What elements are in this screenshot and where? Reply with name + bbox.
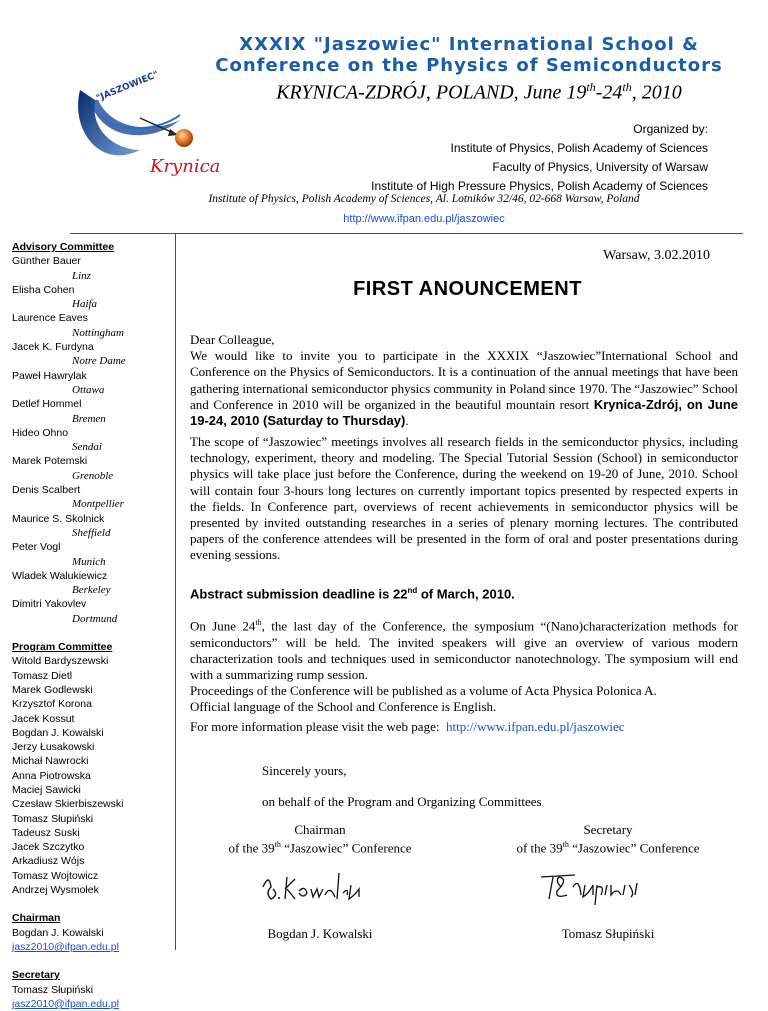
- organizer-1: Institute of Physics, Polish Academy of Sciences: [450, 141, 708, 155]
- program-member-name: Andrzej Wysmołek: [12, 884, 99, 897]
- greeting: Dear Colleague,: [190, 332, 275, 347]
- header-title: [0, 34, 768, 76]
- secretary-title: Secretary: [12, 969, 60, 982]
- svg-text:"JASZOWIEC": "JASZOWIEC": [94, 69, 161, 105]
- organizers-label: Organized by:: [633, 122, 708, 136]
- program-committee-title: Program Committee: [12, 641, 113, 654]
- organizer-3: Institute of High Pressure Physics, Polish Academy of Sciences: [371, 179, 708, 193]
- secretary-signature-name: Tomasz Słupiński: [561, 926, 655, 941]
- program-member-name: Tomasz Słupiński: [12, 812, 94, 825]
- program-member-name: Bogdan J. Kowalski: [12, 726, 104, 739]
- paragraph-1: We would like to invite you to participate in the XXXIX “Jaszowiec”International School and Conference on the Physics of Semiconductors. It is a continuation of the annual meetings that have been gathering international semiconductor physics community in Poland since 1970. The “Jaszowiec” School and Conference in 2010 will be organized in the beautiful mountain resort Krynica-Zdrój, on June 19-24, 2010 (Saturday to Thursday).: [190, 348, 739, 429]
- program-committee-list: [12, 654, 172, 897]
- advisory-member-name: Detlef Hommel: [12, 398, 82, 411]
- paragraph-3: On June 24th, the last day of the Conference, the symposium “(Nano)characterization methods for semiconductors” will be held. The invited speakers will give an overview of various modern characterization tools and techniques used in semiconductor nanotechnology. The symposium will end with a summarizing rump session. Proceedings of the Conference will be published as a volume of Acta Physica Polonica A. Official language of the School and Conference is English.: [190, 618, 739, 715]
- advisory-member-name: Laurence Eaves: [12, 312, 88, 325]
- advisory-member-name: Günther Bauer: [12, 255, 81, 268]
- advisory-member-name: Peter Vogl: [12, 541, 61, 554]
- advisory-member-city: Linz: [72, 269, 91, 282]
- conference-url[interactable]: http://www.ifpan.edu.pl/jaszowiec: [343, 213, 505, 225]
- more-info-link[interactable]: http://www.ifpan.edu.pl/jaszowiec: [445, 719, 625, 734]
- chairman-email[interactable]: jasz2010@ifpan.edu.pl: [12, 940, 119, 953]
- secretary-name: Tomasz Słupiński: [12, 983, 94, 996]
- closing: Sincerely yours,: [262, 763, 347, 778]
- advisory-member-city: Munich: [72, 555, 106, 568]
- header-line-1: XXXIX "Jaszowiec" International School &: [239, 34, 699, 55]
- logo-krynica: Krynica: [150, 156, 221, 177]
- program-member-name: Tadeusz Suski: [12, 826, 80, 839]
- advisory-member-city: Bremen: [72, 412, 106, 425]
- letter-title: FIRST ANOUNCEMENT: [353, 278, 582, 300]
- secretary-signature: [535, 865, 665, 905]
- event-dates: Krynica-Zdrój, on June 19-24, 2010 (Saturday to Thursday): [190, 396, 739, 429]
- program-member-name: Marek Godlewski: [12, 683, 93, 696]
- paragraph-5: Official language of the School and Conference is English.: [190, 699, 497, 715]
- paragraph-2: The scope of “Jaszowiec” meetings involves all research fields in the semiconductor physics, including technology, experiment, theory and modeling. The Special Tutorial Session (School) in semiconductor physics will take place just before the Conference, during the weekend on 19-20 of June, 2010. School will contain four 3-hours long lectures on currently important topics presented by respected experts in the fields. In Conference part, overviews of recent achievements in semiconductor physics will be presented by invited outstanding researches in a series of plenary morning lectures. The contributed papers of the conference attendees will be presented in the form of oral and poster presentations during evening sessions.: [190, 434, 738, 563]
- secretary-block: [488, 822, 728, 855]
- advisory-member-name: Wladek Walukiewicz: [12, 569, 108, 582]
- letter-intro: [190, 332, 738, 429]
- behalf-line: on behalf of the Program and Organizing Committees: [262, 794, 542, 809]
- advisory-member-name: Paweł Hawrylak: [12, 369, 87, 382]
- more-info: For more information please visit the web page: http://www.ifpan.edu.pl/jaszowiec: [190, 719, 625, 734]
- program-member-name: Tomasz Dietl: [12, 669, 73, 682]
- sidebar-divider: [175, 233, 176, 950]
- committee-sidebar: [12, 240, 172, 1011]
- advisory-member-city: Grenoble: [72, 469, 114, 482]
- chairman-signature-name: Bogdan J. Kowalski: [267, 926, 373, 941]
- advisory-member-city: Sendai: [72, 441, 102, 454]
- advisory-member-city: Berkeley: [72, 584, 111, 597]
- header-line-2: Conference on the Physics of Semiconductors: [215, 55, 723, 76]
- chairman-block: [210, 822, 430, 855]
- secretary-email[interactable]: jasz2010@ifpan.edu.pl: [12, 997, 119, 1010]
- chairman-role: Chairman: [294, 822, 346, 837]
- advisory-member-city: Haifa: [72, 298, 98, 311]
- advisory-committee-list: [12, 254, 172, 626]
- advisory-member-city: Montpellier: [72, 498, 124, 511]
- paragraph-4: Proceedings of the Conference will be published as a volume of Acta Physica Polonica A.: [190, 683, 657, 699]
- secretary-role-desc: of the 39th “Jaszowiec” Conference: [516, 840, 700, 856]
- advisory-member-name: Jacek K. Furdyna: [12, 341, 94, 354]
- header-location: KRYNICA-ZDRÓJ, POLAND, June 19th-24th, 2010: [276, 80, 682, 104]
- chairman-name: Bogdan J. Kowalski: [12, 926, 104, 939]
- program-member-name: Maciej Sawicki: [12, 783, 81, 796]
- organizer-2: Faculty of Physics, University of Warsaw: [492, 160, 708, 174]
- advisory-member-name: Hideo Ohno: [12, 426, 69, 439]
- program-member-name: Witold Bardyszewski: [12, 655, 109, 668]
- chairman-title: Chairman: [12, 912, 61, 925]
- advisory-member-name: Dimitri Yakovlev: [12, 598, 87, 611]
- advisory-member-city: Ottawa: [72, 383, 105, 396]
- advisory-member-city: Nottingham: [72, 326, 124, 339]
- chairman-signature: [255, 865, 385, 905]
- program-member-name: Jacek Szczytko: [12, 841, 85, 854]
- organizers: [371, 120, 708, 196]
- header-divider: [70, 233, 743, 234]
- advisory-committee-title: Advisory Committee: [12, 241, 115, 253]
- advisory-member-city: Sheffield: [72, 526, 111, 539]
- program-member-name: Arkadiusz Wójs: [12, 855, 85, 868]
- program-member-name: Krzysztof Korona: [12, 698, 92, 711]
- letter-date: Warsaw, 3.02.2010: [603, 248, 710, 263]
- institute-address: Institute of Physics, Polish Academy of Sciences, Al. Lotników 32/46, 02-668 Warsaw, Poland: [208, 193, 640, 205]
- program-member-name: Michał Nawrocki: [12, 755, 89, 768]
- abstract-deadline: Abstract submission deadline is 22nd of March, 2010.: [190, 586, 515, 602]
- program-member-name: Czesław Skierbiszewski: [12, 798, 124, 811]
- advisory-member-name: Denis Scalbert: [12, 484, 81, 497]
- advisory-member-name: Marek Potemski: [12, 455, 88, 468]
- advisory-member-city: Notre Dame: [72, 355, 126, 368]
- program-member-name: Jacek Kossut: [12, 712, 75, 725]
- advisory-member-name: Maurice S. Skolnick: [12, 512, 105, 525]
- program-member-name: Jerzy Łusakowski: [12, 741, 95, 754]
- secretary-role: Secretary: [583, 822, 633, 837]
- advisory-member-city: Dortmund: [72, 612, 118, 625]
- chairman-role-desc: of the 39th “Jaszowiec” Conference: [228, 840, 412, 856]
- program-member-name: Anna Piotrowska: [12, 769, 91, 782]
- advisory-member-name: Elisha Cohen: [12, 283, 75, 296]
- program-member-name: Tomasz Wojtowicz: [12, 869, 99, 882]
